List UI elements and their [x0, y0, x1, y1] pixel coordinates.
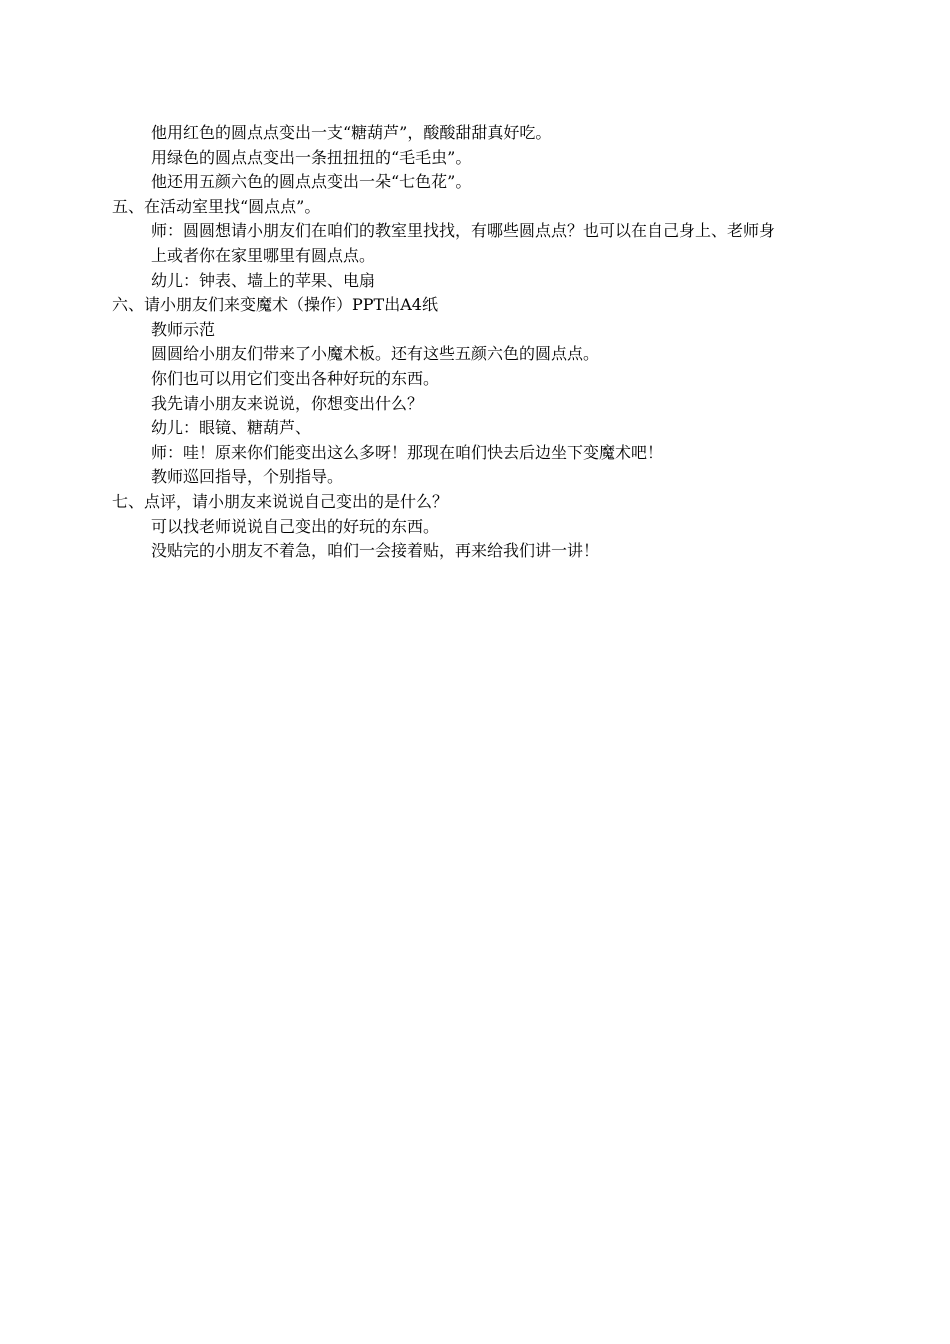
paragraph-line: 你们也可以用它们变出各种好玩的东西。	[151, 368, 440, 388]
document-body	[112, 121, 894, 564]
paragraph-line: 他用红色的圆点点变出一支“糖葫芦”，酸酸甜甜真好吃。	[151, 123, 552, 142]
paragraph-line: 幼儿：钟表、墙上的苹果、电扇	[151, 270, 376, 290]
paragraph-line: 用绿色的圆点点变出一条扭扭扭的“毛毛虫”。	[151, 147, 472, 167]
paragraph-line: 上或者你在家里哪里有圆点点。	[151, 245, 376, 265]
paragraph-line: 圆圆给小朋友们带来了小魔术板。还有这些五颜六色的圆点点。	[151, 344, 600, 364]
paragraph-line: 教师示范	[151, 319, 216, 339]
section-heading-5: 五、在活动室里找“圆点点”。	[112, 196, 321, 216]
paragraph-line: 可以找老师说说自己变出的好玩的东西。	[151, 516, 440, 536]
paragraph-line: 师：圆圆想请小朋友们在咱们的教室里找找，有哪些圆点点？也可以在自己身上、老师身	[151, 221, 776, 241]
section-heading-7: 七、点评，请小朋友来说说自己变出的是什么？	[112, 491, 449, 511]
paragraph-line: 教师巡回指导，个别指导。	[151, 467, 344, 487]
paragraph-line: 我先请小朋友来说说，你想变出什么？	[151, 393, 424, 413]
paragraph-line: 幼儿：眼镜、糖葫芦、	[151, 418, 312, 438]
paragraph-line: 师：哇！原来你们能变出这么多呀！那现在咱们快去后边坐下变魔术吧！	[151, 442, 664, 462]
paragraph-line: 他还用五颜六色的圆点点变出一朵“七色花”。	[151, 172, 472, 192]
paragraph-line: 没贴完的小朋友不着急，咱们一会接着贴，再来给我们讲一讲！	[151, 541, 600, 561]
section-heading-6: 六、请小朋友们来变魔术（操作）PPT出A4纸	[112, 295, 438, 315]
